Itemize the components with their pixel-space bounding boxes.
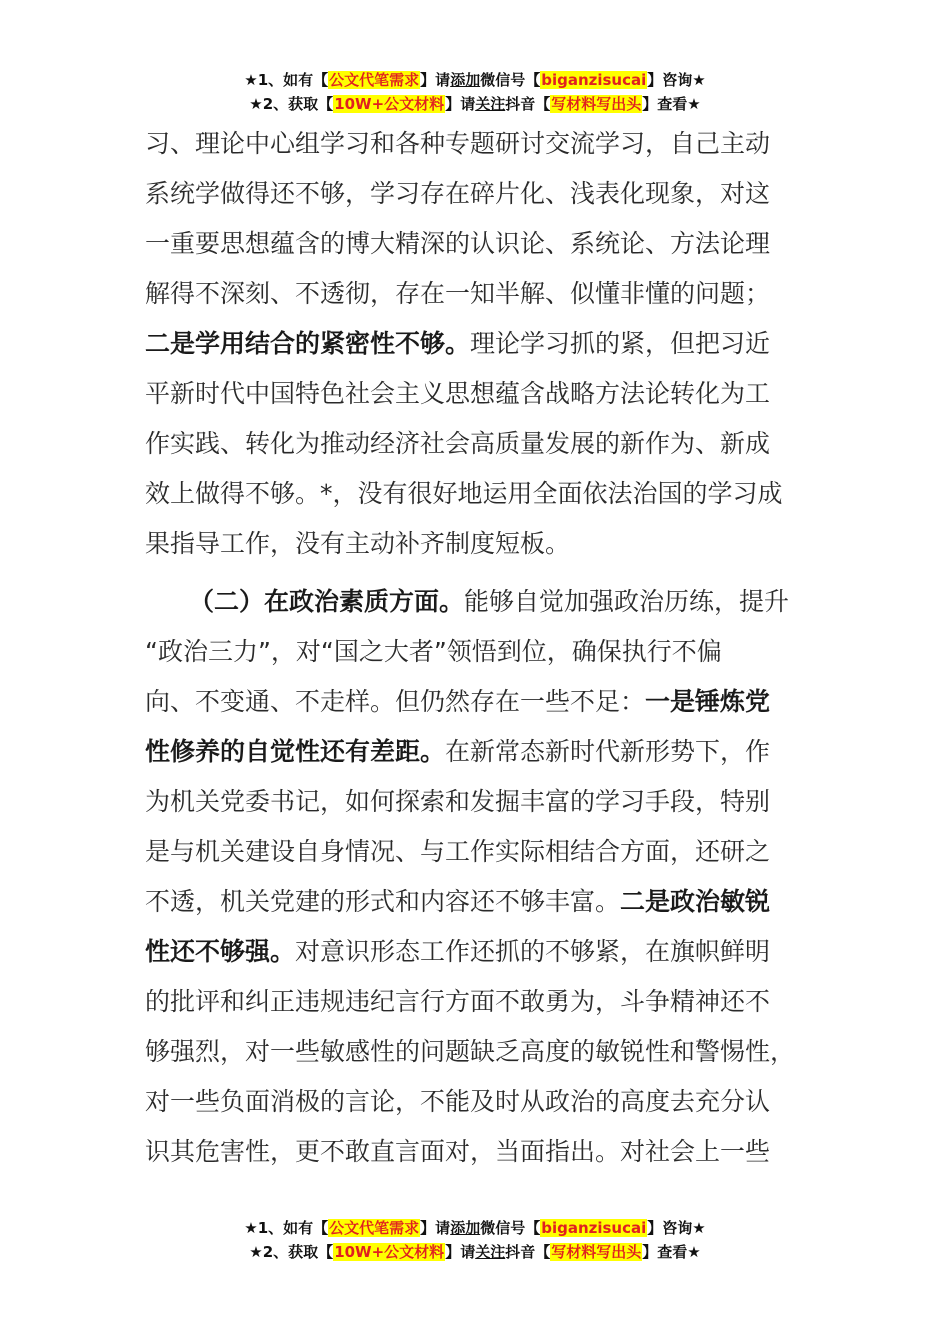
text-line: 够强烈，对一些敏感性的问题缺乏高度的敏锐性和警惕性， [145, 1037, 796, 1066]
text-line: 解得不深刻、不透彻，存在一知半解、似懂非懂的问题； [145, 279, 771, 308]
footer-banner [0, 1216, 950, 1264]
underlined-text: 添加 [450, 1219, 481, 1237]
text-line: 对一些负面消极的言论，不能及时从政治的高度去充分认 [145, 1087, 771, 1116]
banner-text: 】请 [445, 1243, 476, 1261]
banner-text: 】请 [445, 95, 476, 113]
banner-text: 微信号【 [480, 1219, 541, 1237]
text-line [145, 927, 815, 977]
text-line: “政治三力”，对“国之大者”领悟到位，确保执行不偏 [145, 637, 722, 666]
banner-text: 】请 [420, 71, 451, 89]
banner-text: 】咨询★ [647, 1219, 706, 1237]
banner-text: 抖音【 [505, 1243, 551, 1261]
banner-line-2 [0, 92, 950, 116]
highlight-text: 公文代笔需求 [329, 71, 420, 89]
text-line: 为机关党委书记，如何探索和发掘丰富的学习手段，特别 [145, 787, 771, 816]
bold-point: 性还不够强。 [145, 937, 296, 966]
text-span: 对意识形态工作还抓的不够紧，在旗帜鲜明 [295, 937, 771, 966]
bold-point: 二是学用结合的紧密性不够。 [145, 329, 471, 358]
banner-line-2 [0, 1240, 950, 1264]
underlined-text: 关注 [475, 95, 506, 113]
text-line: 识其危害性，更不敢直言面对，当面指出。对社会上一些 [145, 1137, 771, 1166]
text-line: 一重要思想蕴含的博大精深的认识论、系统论、方法论理 [145, 229, 771, 258]
text-span: 不透，机关党建的形式和内容还不够丰富。 [145, 887, 621, 916]
banner-text: 】请 [420, 1219, 451, 1237]
banner-text: ★1、如有【 [244, 71, 329, 89]
text-line: 习、理论中心组学习和各种专题研讨交流学习，自己主动 [145, 129, 771, 158]
banner-text: 】查看★ [642, 95, 701, 113]
douyin-account: 写材料写出头 [551, 1243, 642, 1261]
underlined-text: 关注 [475, 1243, 506, 1261]
text-line: 平新时代中国特色社会主义思想蕴含战略方法论转化为工 [145, 379, 771, 408]
banner-text: 微信号【 [480, 71, 541, 89]
wechat-id: biganzisucai [541, 71, 647, 89]
highlight-text: 公文代笔需求 [329, 1219, 420, 1237]
bold-point: 二是政治敏锐 [620, 887, 771, 916]
text-span: 能够自觉加强政治历练，提升 [464, 587, 790, 616]
banner-text: ★2、获取【 [249, 95, 334, 113]
wechat-id: biganzisucai [541, 1219, 647, 1237]
underlined-text: 添加 [450, 71, 481, 89]
banner-text: 抖音【 [505, 95, 551, 113]
highlight-text: 10W+公文材料 [334, 1243, 445, 1261]
document-body [145, 119, 815, 1177]
banner-text: ★1、如有【 [244, 1219, 329, 1237]
text-line: 效上做得不够。*，没有很好地运用全面依法治国的学习成 [145, 479, 783, 508]
banner-line-1 [0, 1216, 950, 1240]
text-line: 果指导工作，没有主动补齐制度短板。 [145, 529, 571, 558]
banner-line-1 [0, 68, 950, 92]
bold-point: 性修养的自觉性还有差距。 [145, 737, 446, 766]
text-line: 系统学做得还不够，学习存在碎片化、浅表化现象，对这 [145, 179, 771, 208]
highlight-text: 10W+公文材料 [334, 95, 445, 113]
text-line [145, 577, 815, 627]
banner-text: 】咨询★ [647, 71, 706, 89]
text-line [145, 319, 815, 369]
paragraph-gap [145, 569, 815, 577]
section-heading: （二）在政治素质方面。 [189, 587, 465, 616]
text-line [145, 877, 815, 927]
text-span: 在新常态新时代新形势下，作 [445, 737, 771, 766]
bold-point: 一是锤炼党 [645, 687, 771, 716]
text-line [145, 677, 815, 727]
text-line: 的批评和纠正违规违纪言行方面不敢勇为，斗争精神还不 [145, 987, 771, 1016]
banner-text: ★2、获取【 [249, 1243, 334, 1261]
douyin-account: 写材料写出头 [551, 95, 642, 113]
text-span: 理论学习抓的紧，但把习近 [470, 329, 771, 358]
header-banner [0, 68, 950, 116]
text-line [145, 727, 815, 777]
text-span: 向、不变通、不走样。但仍然存在一些不足： [145, 687, 646, 716]
banner-text: 】查看★ [642, 1243, 701, 1261]
text-line: 作实践、转化为推动经济社会高质量发展的新作为、新成 [145, 429, 771, 458]
text-line: 是与机关建设自身情况、与工作实际相结合方面，还研之 [145, 837, 771, 866]
